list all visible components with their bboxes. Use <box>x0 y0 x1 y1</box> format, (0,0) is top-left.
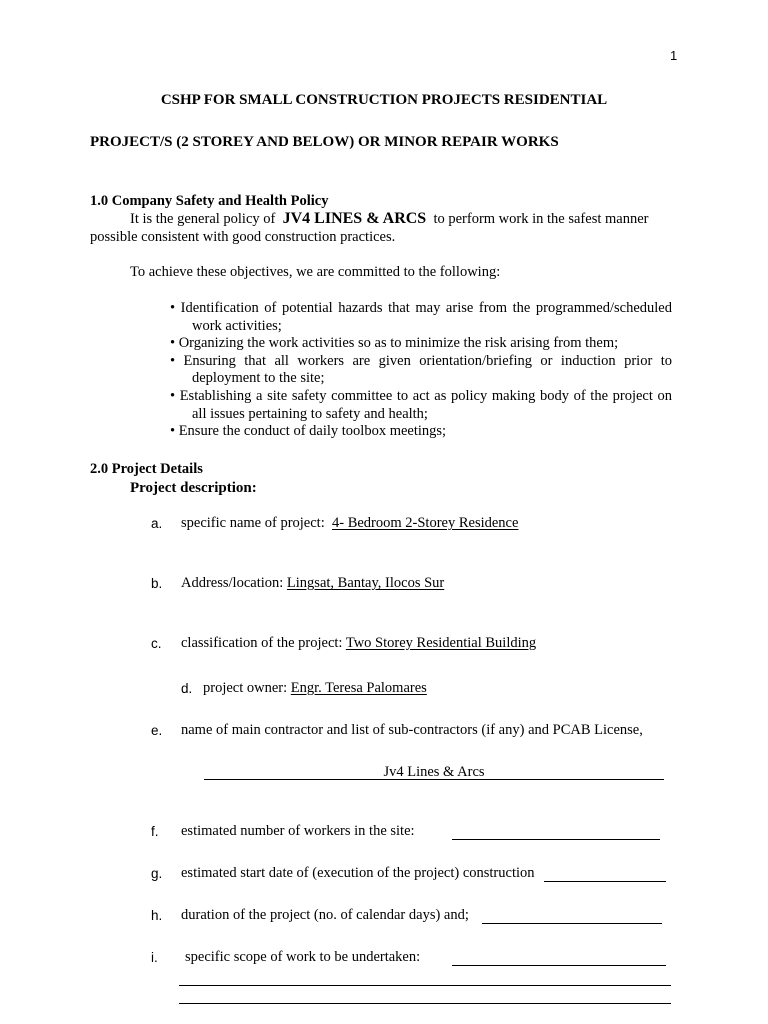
item-e: name of main contractor and list of sub-contractors (if any) and PCAB License, <box>181 722 643 738</box>
item-h: duration of the project (no. of calendar days) and; <box>181 907 469 923</box>
item-g: estimated start date of (execution of the project) construction <box>181 865 535 881</box>
item-a-label: a. <box>151 516 163 531</box>
list-item: • Identification of potential hazards that may arise from the programmed/scheduled work activities; <box>170 300 672 334</box>
policy-prefix: It is the general policy of <box>130 211 276 227</box>
list-item: • Organizing the work activities so as to minimize the risk arising from them; <box>170 335 619 352</box>
policy-line2: possible consistent with good construction practices. <box>90 229 396 245</box>
item-i: specific scope of work to be undertaken: <box>185 949 421 965</box>
document-title: CSHP FOR SMALL CONSTRUCTION PROJECTS RESIDENTIAL <box>160 92 608 108</box>
list-item: • Ensuring that all workers are given orientation/briefing or induction prior to deployment to the site; <box>170 352 672 387</box>
item-e-label: e. <box>151 723 163 738</box>
item-g-label: g. <box>151 866 163 881</box>
list-item: • Ensure the conduct of daily toolbox meetings; <box>170 423 447 440</box>
item-c-label: c. <box>151 636 162 651</box>
contractor-value: Jv4 Lines & Arcs <box>383 764 485 780</box>
company-name: JV4 LINES & ARCS <box>282 210 427 227</box>
item-b-label: b. <box>151 576 163 591</box>
commitments-list <box>170 300 672 441</box>
classification-value: Two Storey Residential Building <box>345 635 537 651</box>
list-item: • Establishing a site safety committee to act as policy making body of the project on all issues pertaining to safety and health; <box>170 387 672 422</box>
document-subtitle: PROJECT/S (2 STOREY AND BELOW) OR MINOR REPAIR WORKS <box>90 134 559 150</box>
objectives-intro: To achieve these objectives, we are committed to the following: <box>130 264 501 280</box>
workers-blank[interactable] <box>452 839 660 840</box>
duration-blank[interactable] <box>482 923 662 924</box>
item-f-label: f. <box>151 824 159 839</box>
scope-blank-line2[interactable] <box>179 985 671 986</box>
item-c: classification of the project: Two Storey Residential Building <box>181 635 537 651</box>
section1-heading: 1.0 Company Safety and Health Policy <box>90 193 329 209</box>
address-value: Lingsat, Bantay, Ilocos Sur <box>286 575 445 591</box>
section2-heading: 2.0 Project Details <box>90 461 203 477</box>
item-h-label: h. <box>151 908 163 923</box>
item-f: estimated number of workers in the site: <box>181 823 415 839</box>
scope-blank-line3[interactable] <box>179 1003 671 1004</box>
item-a: specific name of project: 4- Bedroom 2-Storey Residence <box>181 515 519 531</box>
item-i-label: i. <box>151 950 158 965</box>
item-b: Address/location: Lingsat, Bantay, Ilocos Sur <box>181 575 445 591</box>
project-description-heading: Project description: <box>130 480 257 496</box>
owner-value: Engr. Teresa Palomares <box>290 680 427 696</box>
policy-line1 <box>130 210 648 228</box>
page-number: 1 <box>670 48 678 63</box>
scope-blank[interactable] <box>452 965 666 966</box>
project-name-value: 4- Bedroom 2-Storey Residence <box>331 515 519 531</box>
item-d: project owner: Engr. Teresa Palomares <box>203 680 427 696</box>
policy-suffix: to perform work in the safest manner <box>433 211 649 227</box>
start-date-blank[interactable] <box>544 881 666 882</box>
item-d-label: d. <box>181 681 193 696</box>
